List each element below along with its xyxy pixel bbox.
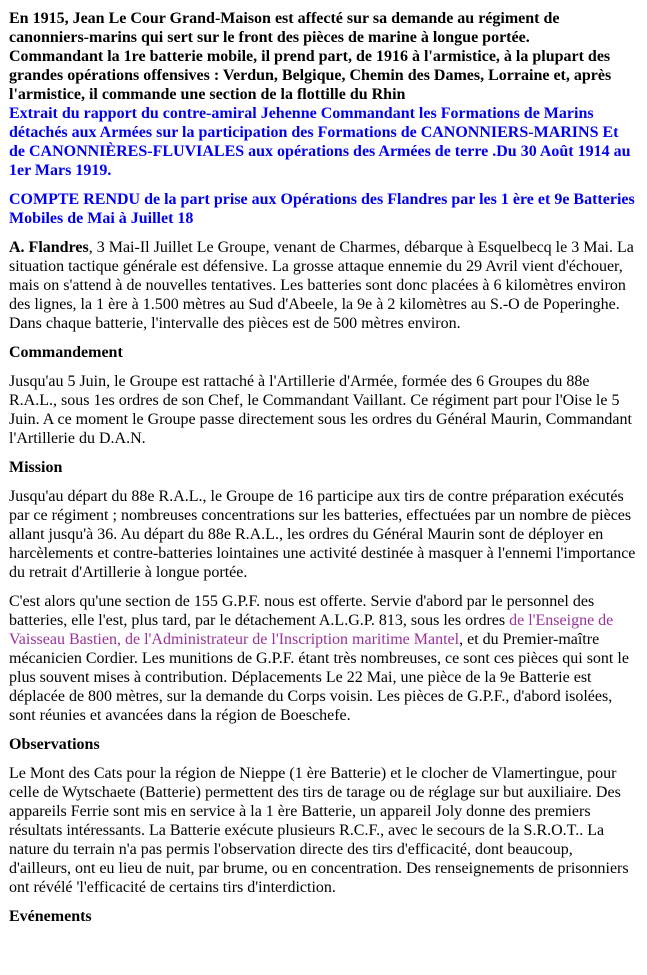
commandement-paragraph: Jusqu'au 5 Juin, le Groupe est rattaché à l'Artillerie d'Armée, formée des 6 Groupes du 88e R.A.L., sous 1es ordres de son Chef, le Commandant Vaillant. Ce régiment part pour l'Oise le 5 Juin. A ce moment le Groupe passe directement sous les ordres du Général Maurin, Commandant l'Artillerie du D.A.N. bbox=[9, 373, 632, 447]
intro-sentence-1: En 1915, Jean Le Cour Grand-Maison est affecté sur sa demande au régiment de canonniers-marins qui sert sur le front des pièces de marine à longue portée. bbox=[9, 10, 560, 46]
commandement-heading: Commandement bbox=[9, 344, 123, 361]
gpf-text-before: C'est alors qu'une section de 155 G.P.F. nous est offerte. Servie d'abord par le personnel des batteries, elle l'est, plus tard, par le détachement A.L.G.P. 813, sous les ordres bbox=[9, 593, 595, 629]
compte-rendu-paragraph: COMPTE RENDU de la part prise aux Opérations des Flandres par les 1 ère et 9e Batteries Mobiles de Mai à Juillet 18 bbox=[9, 191, 635, 227]
intro-sentence-2: Commandant la 1re batterie mobile, il prend part, de 1916 à l'armistice, à la plupart des grandes opérations offensives : Verdun, Belgique, Chemin des Dames, Lorraine et, après l'armistice, il commande une section de la flottille du Rhin bbox=[9, 48, 612, 103]
mission-heading: Mission bbox=[9, 459, 63, 476]
bastien-mantel-link[interactable]: de l'Enseigne de Vaisseau Bastien, de l'Administrateur de l'Inscription maritime Mantel bbox=[9, 612, 614, 648]
mission-paragraph: Jusqu'au départ du 88e R.A.L., le Groupe de 16 participe aux tirs de contre préparation exécutés par ce régiment ; nombreuses concentrations sur les batteries, effectuées par un nombre de pièces allant jusqu'à 36. Au départ du 88e R.A.L., les ordres du Général Maurin sont de déployer en harcèlements et contre-batteries lointaines une activité destinée à masquer à l'ennemi l'importance du retrait d'Artillerie à longue portée. bbox=[9, 488, 636, 581]
gpf-paragraph bbox=[9, 592, 637, 725]
evenements-heading: Evénements bbox=[9, 908, 92, 925]
observations-heading: Observations bbox=[9, 736, 100, 753]
flandres-text: , 3 Mai-Il Juillet Le Groupe, venant de Charmes, débarque à Esquelbecq le 3 Mai. La situation tactique générale est défensive. La grosse attaque ennemie du 29 Avril vient d'échouer, mais on s'attend à de nouvelles tentatives. Les batteries sont donc placées à 6 kilomètres environ des lignes, la 1 ère à 1.500 mètres au Sud d'Abeele, la 9e à 2 kilomètres au S.-O de Poperinghe. Dans chaque batterie, l'intervalle des pièces est de 500 mètres environ. bbox=[9, 239, 634, 332]
intro-paragraph bbox=[9, 9, 637, 104]
flandres-paragraph bbox=[9, 238, 637, 333]
report-extract-paragraph: Extrait du rapport du contre-amiral Jehenne Commandant les Formations de Marins détachés aux Armées sur la participation des Formations de CANONNIERS-MARINS Et de CANONNIÈRES-FLUVIALES aux opérations des Armées de terre .Du 30 Août 1914 au 1er Mars 1919. bbox=[9, 105, 631, 179]
gpf-text-after: , et du Premier-maître mécanicien Cordier. Les munitions de G.P.F. étant très nombreuses, ce sont ces pièces qui sont le plus souvent mises à contribution. Déplacements Le 22 Mai, une pièce de la 9e Batterie est déplacée de 800 mètres, sur la demande du Corps voisin. Les pièces de G.P.F., d'abord isolées, sont réunies et avancées dans la région de Boeschefe. bbox=[9, 631, 629, 724]
observations-paragraph: Le Mont des Cats pour la région de Nieppe (1 ère Batterie) et le clocher de Vlamertingue, pour celle de Wytschaete (Batterie) permettent des tirs de tarage ou de réglage sur but auxiliaire. Des appareils Ferrie sont mis en service à la 1 ère Batterie, un appareil Joly donne des premiers résultats intéressants. La Batterie exécute plusieurs R.C.F., avec le secours de la S.R.O.T.. La nature du terrain n'a pas permis l'observation directe des tirs d'efficacité, dont beaucoup, d'ailleurs, ont eu lieu de nuit, par brume, ou en concentration. Des renseignements de prisonniers ont révélé 'l'efficacité de certains tirs d'interdiction. bbox=[9, 765, 629, 896]
flandres-lead: A. Flandres bbox=[9, 239, 89, 256]
